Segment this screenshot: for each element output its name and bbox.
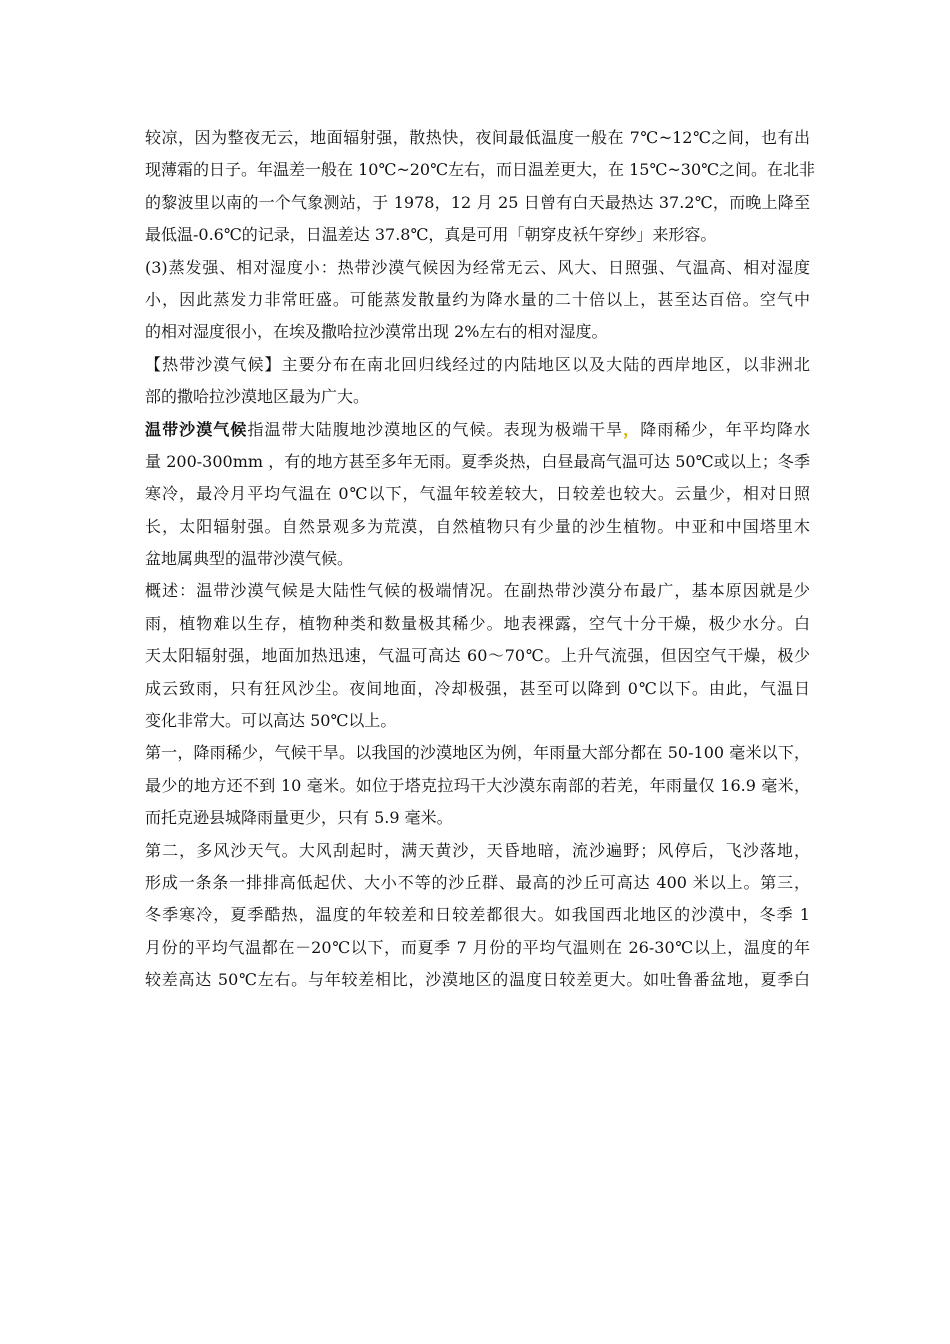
text-line: 而托克逊县城降雨量更少，只有 5.9 毫米。 [145,808,453,828]
text-line: 小，因此蒸发力非常旺盛。可能蒸发散量约为降水量的二十倍以上，甚至达百倍。空气中 [145,289,810,309]
highlighted-comma: ， [623,419,641,439]
text-line: 月份的平均气温都在－20℃以下，而夏季 7 月份的平均气温则在 26-30℃以上，温度的年 [145,937,810,957]
text-line: 量 200-300mm ，有的地方甚至多年无雨。夏季炎热，白昼最高气温可达 50℃或以上；冬季 [145,451,810,471]
text-line: 成云致雨，只有狂风沙尘。夜间地面，冷却极强，甚至可以降到 0℃以下。由此，气温日 [145,678,810,698]
text-line: 的黎波里以南的一个气象测站，于 1978，12 月 25 日曾有白天最热达 37.2℃，而晚上降至 [145,192,810,212]
text-line: 概述：温带沙漠气候是大陆性气候的极端情况。在副热带沙漠分布最广，基本原因就是少 [145,581,810,601]
text-line: 最低温-0.6℃的记录，日温差达 37.8℃，真是可用「朝穿皮袄午穿纱」来形容。 [145,225,717,245]
text-segment: 降雨稀少，年平均降水 [640,419,810,439]
text-line: 【热带沙漠气候】主要分布在南北回归线经过的内陆地区以及大陆的西岸地区，以非洲北 [145,354,810,374]
text-line: 最少的地方还不到 10 毫米。如位于塔克拉玛干大沙漠东南部的若羌，年雨量仅 16.9 毫米， [145,775,810,795]
text-line: 盆地属典型的温带沙漠气候。 [145,549,354,569]
text-line: 的相对湿度很小，在埃及撒哈拉沙漠常出现 2%左右的相对湿度。 [145,322,608,342]
text-line: 天太阳辐射强，地面加热迅速，气温可高达 60～70℃。上升气流强，但因空气干燥，极少 [145,646,810,666]
text-line: 变化非常大。可以高达 50℃以上。 [145,711,397,731]
text-line: 较差高达 50℃左右。与年较差相比，沙漠地区的温度日较差更大。如吐鲁番盆地，夏季白 [145,970,810,990]
text-line: 部的撒哈拉沙漠地区最为广大。 [145,387,370,407]
section-heading-temperate-desert-climate: 温带沙漠气候 [145,419,248,439]
text-line: 较凉，因为整夜无云，地面辐射强，散热快，夜间最低温度一般在 7℃~12℃之间，也有出 [145,128,810,147]
text-line-with-heading [145,414,810,446]
text-line: 第一，降雨稀少，气候干旱。以我国的沙漠地区为例，年雨量大部分都在 50-100 毫米以下， [145,743,810,763]
text-line: 现薄霜的日子。年温差一般在 10℃~20℃左右，而日温差更大，在 15℃~30℃之间。在北非 [145,160,816,180]
text-line: 寒冷，最冷月平均气温在 0℃以下，气温年较差较大，日较差也较大。云量少，相对日照 [145,484,810,504]
text-line: 冬季寒冷，夏季酷热，温度的年较差和日较差都很大。如我国西北地区的沙漠中，冬季 1 [145,905,810,925]
text-segment: 指温带大陆腹地沙漠地区的气候。表现为极端干旱 [247,419,624,439]
text-line: (3)蒸发强、相对湿度小：热带沙漠气候因为经常无云、风大、日照强、气温高、相对湿度 [145,257,810,277]
text-line: 长，太阳辐射强。自然景观多为荒漠，自然植物只有少量的沙生植物。中亚和中国塔里木 [145,516,810,536]
document-body [145,122,816,997]
text-line: 形成一条条一排排高低起伏、大小不等的沙丘群、最高的沙丘可高达 400 米以上。第三， [145,872,810,892]
text-line: 第二，多风沙天气。大风刮起时，满天黄沙，天昏地暗，流沙遍野；风停后，飞沙落地， [145,840,810,860]
text-line: 雨，植物难以生存，植物种类和数量极其稀少。地表裸露，空气十分干燥，极少水分。白 [145,613,810,633]
